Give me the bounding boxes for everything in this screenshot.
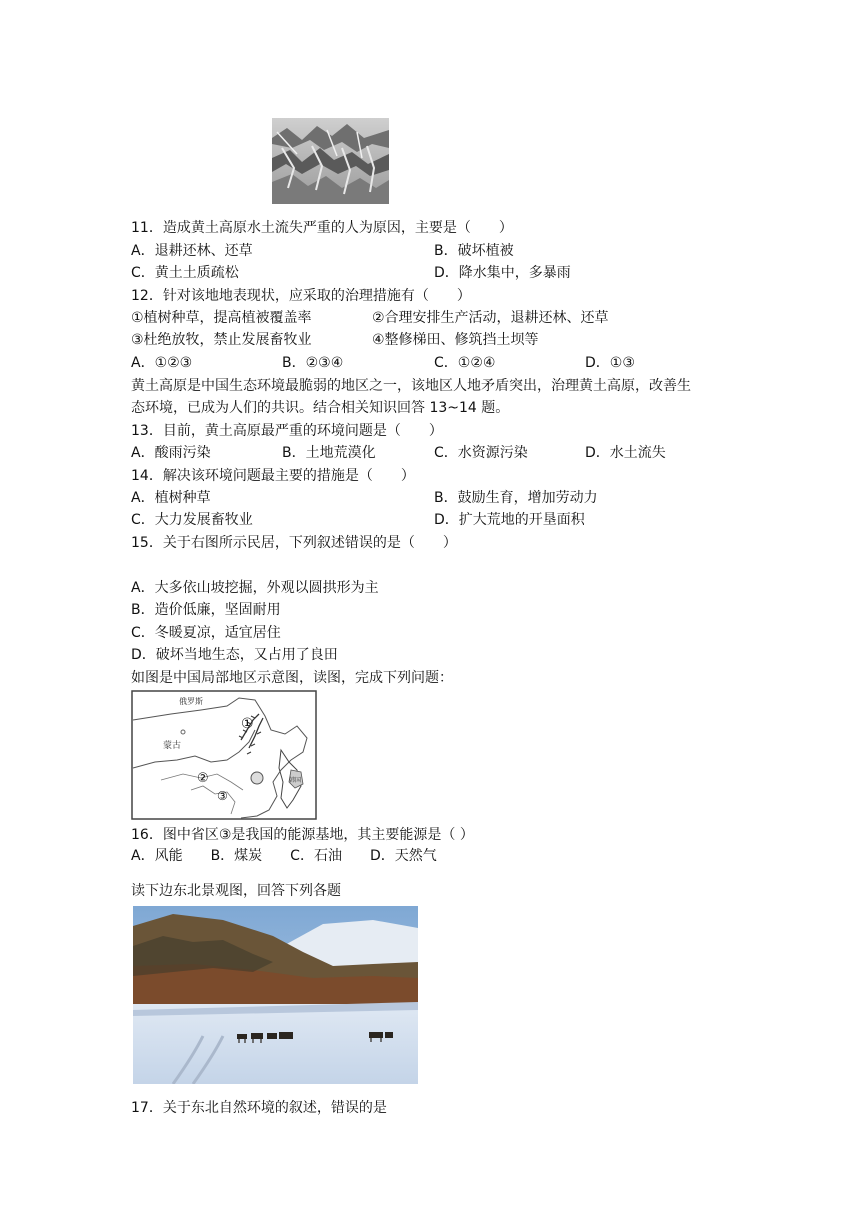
question-13-option-c[interactable]: C．水资源污染 — [434, 445, 528, 461]
question-13-stem: 13．目前，黄土高原最严重的环境问题是（ ） — [131, 423, 443, 439]
question-16-options[interactable]: A．风能 B．煤炭 C．石油 D．天然气 — [131, 848, 437, 864]
question-15-option-b[interactable]: B．造价低廉，坚固耐用 — [131, 602, 281, 618]
question-15-option-c[interactable]: C．冬暖夏凉，适宜居住 — [131, 625, 281, 641]
china-region-map — [131, 690, 323, 822]
question-12-statement-3: ③杜绝放牧，禁止发展畜牧业 — [131, 332, 312, 348]
question-11-option-c[interactable]: C．黄土土质疏松 — [131, 265, 239, 281]
question-15-stem: 15．关于右图所示民居，下列叙述错误的是（ ） — [131, 535, 457, 551]
intro-map: 如图是中国局部地区示意图，读图，完成下列问题： — [131, 670, 453, 686]
northeast-winter-landscape-photo — [133, 906, 418, 1084]
question-14-option-d[interactable]: D．扩大荒地的开垦面积 — [434, 512, 585, 528]
question-14-stem: 14．解决该环境问题最主要的措施是（ ） — [131, 468, 415, 484]
question-12-statement-4: ④整修梯田、修筑挡土坝等 — [372, 332, 539, 348]
question-12-statement-1: ①植树种草，提高植被覆盖率 — [131, 310, 312, 326]
question-14-option-b[interactable]: B．鼓励生育，增加劳动力 — [434, 490, 598, 506]
question-14-option-c[interactable]: C．大力发展畜牧业 — [131, 512, 253, 528]
question-13-option-a[interactable]: A．酸雨污染 — [131, 445, 211, 461]
intro-northeast-landscape: 读下边东北景观图，回答下列各题 — [131, 883, 341, 899]
question-16-stem: 16．图中省区③是我国的能源基地，其主要能源是（ ） — [131, 827, 474, 843]
question-17-stem: 17．关于东北自然环境的叙述，错误的是 — [131, 1100, 387, 1116]
question-12-statement-2: ②合理安排生产活动，退耕还林、还草 — [372, 310, 609, 326]
intro-13-14-line-2: 态环境，已成为人们的共识。结合相关知识回答 13~14 题。 — [131, 400, 510, 416]
question-11-option-a[interactable]: A．退耕还林、还草 — [131, 243, 253, 259]
map-marker-2: ② — [197, 771, 209, 786]
question-15-option-a[interactable]: A．大多依山坡挖掘，外观以圆拱形为主 — [131, 580, 379, 596]
loess-plateau-photo — [272, 118, 389, 204]
question-12-stem: 12．针对该地地表现状，应采取的治理措施有（ ） — [131, 288, 471, 304]
map-label-mongolia: 蒙古 — [163, 741, 182, 751]
map-marker-3: ③ — [217, 789, 228, 803]
map-label-korea: 韩国 — [289, 777, 302, 784]
question-13-option-b[interactable]: B．土地荒漠化 — [282, 445, 376, 461]
map-label-russia: 俄罗斯 — [179, 697, 203, 706]
question-11-stem: 11．造成黄土高原水土流失严重的人为原因，主要是（ ） — [131, 220, 513, 236]
intro-13-14-line-1: 黄土高原是中国生态环境最脆弱的地区之一，该地区人地矛盾突出，治理黄土高原，改善生 — [131, 378, 691, 394]
question-11-option-d[interactable]: D．降水集中，多暴雨 — [434, 265, 571, 281]
map-marker-1: ① — [241, 716, 254, 732]
question-13-option-d[interactable]: D．水土流失 — [585, 445, 666, 461]
question-12-option-a[interactable]: A．①②③ — [131, 355, 193, 371]
question-11-option-b[interactable]: B．破坏植被 — [434, 243, 514, 259]
question-14-option-a[interactable]: A．植树种草 — [131, 490, 211, 506]
question-12-option-d[interactable]: D．①③ — [585, 355, 635, 371]
question-12-option-c[interactable]: C．①②④ — [434, 355, 496, 371]
question-12-option-b[interactable]: B．②③④ — [282, 355, 344, 371]
question-15-option-d[interactable]: D．破坏当地生态，又占用了良田 — [131, 647, 338, 663]
